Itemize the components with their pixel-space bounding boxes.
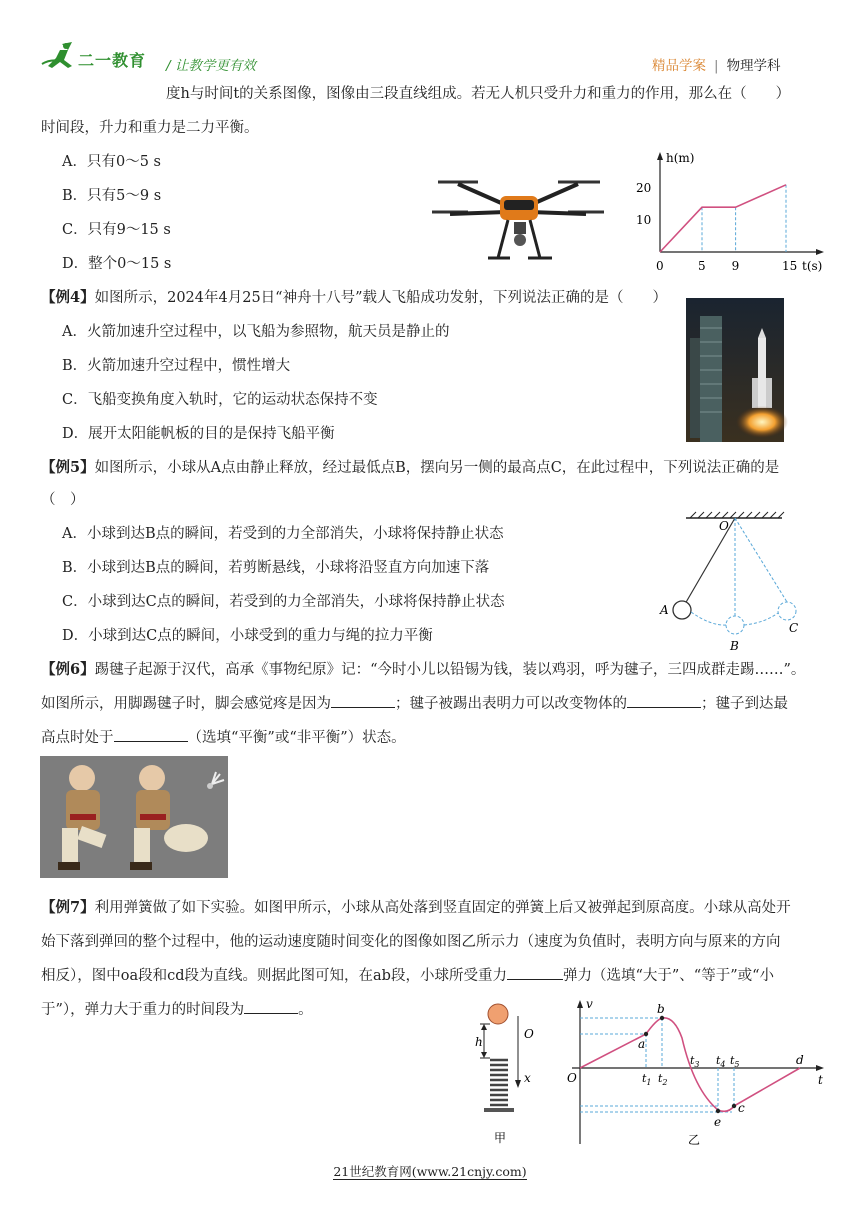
height-time-graph bbox=[630, 148, 830, 278]
q7-line3 bbox=[41, 964, 774, 985]
q3-option-d: D．整个0～15 s bbox=[62, 256, 172, 272]
q7-blank-1[interactable] bbox=[507, 965, 563, 980]
q6-blank-2[interactable] bbox=[627, 693, 701, 708]
yi-c-label: c bbox=[738, 1101, 745, 1115]
yi-e-label: e bbox=[714, 1115, 722, 1129]
velocity-time-graph-yi bbox=[562, 994, 830, 1150]
pendulum-label-b: B bbox=[730, 639, 739, 653]
q7-line2: 始下落到弹回的整个过程中，他的运动速度随时间变化的图像如图乙所示力（速度为负值时，表明方向与原来的方向 bbox=[41, 934, 781, 950]
jia-o-label: O bbox=[524, 1027, 534, 1041]
q7-line3a: 相反），图中oa段和cd段为直线。则据此图可知，在ab段，小球所受重力 bbox=[41, 968, 507, 984]
jia-caption: 甲 bbox=[494, 1131, 507, 1145]
q5-option-b: B．小球到达B点的瞬间，若剪断悬线，小球将沿竖直方向加速下落 bbox=[62, 560, 490, 576]
q5-stem2: （ ） bbox=[41, 492, 85, 508]
y-axis-arrow bbox=[657, 152, 663, 160]
q6-line1 bbox=[41, 658, 805, 679]
q6-blank-1[interactable] bbox=[331, 693, 395, 708]
brand-logo bbox=[42, 40, 146, 74]
shuttlecock-kids-image bbox=[40, 756, 228, 878]
q7-line4a: 于”），弹力大于重力的时间段为 bbox=[41, 1002, 245, 1018]
jia-h-label: h bbox=[475, 1035, 483, 1049]
header-separator: | bbox=[714, 58, 719, 74]
x-axis-label: t(s) bbox=[802, 259, 823, 273]
pendulum-label-o: O bbox=[719, 519, 729, 533]
x-axis-arrow bbox=[816, 249, 824, 255]
q7-line1-text: 利用弹簧做了如下实验。如图甲所示，小球从高处落到竖直固定的弹簧上后又被弹起到原高度。小球从高处开 bbox=[94, 900, 791, 916]
yi-v-label: v bbox=[586, 997, 593, 1011]
pendulum-diagram bbox=[656, 508, 799, 654]
yi-a-label: a bbox=[638, 1037, 646, 1051]
spring-figure-jia bbox=[470, 1000, 550, 1150]
q6-line2a: 如图所示，用脚踢毽子时，脚会感觉疼是因为 bbox=[41, 696, 331, 712]
q4-label: 【例4】 bbox=[41, 289, 95, 306]
q6-line3 bbox=[41, 726, 406, 747]
q3-option-c: C．只有9～15 s bbox=[62, 222, 171, 238]
y-tick-label: 10 bbox=[636, 213, 652, 227]
y-axis-label: h(m) bbox=[666, 151, 695, 165]
logo-text: 二一教育 bbox=[78, 51, 147, 70]
q6-line3b: （选填“平衡”或“非平衡”）状态。 bbox=[187, 730, 406, 746]
yi-t2-label: $t_2$ bbox=[658, 1072, 668, 1087]
q6-blank-3[interactable] bbox=[114, 727, 188, 742]
q5-option-d: D．小球到达C点的瞬间，小球受到的重力与绳的拉力平衡 bbox=[62, 628, 433, 644]
yi-b-label: b bbox=[657, 1002, 665, 1016]
q5-stem bbox=[41, 456, 779, 477]
yi-t1-label: $t_1$ bbox=[642, 1072, 652, 1087]
runner-icon bbox=[42, 40, 82, 72]
yi-caption: 乙 bbox=[688, 1133, 701, 1147]
q6-label: 【例6】 bbox=[41, 661, 95, 678]
q7-line1 bbox=[41, 896, 791, 917]
header-tag: 精品学案 bbox=[652, 58, 706, 74]
yi-t5-label: $t_5$ bbox=[730, 1054, 740, 1069]
pendulum-label-a: A bbox=[660, 603, 669, 617]
slogan: / 让教学更有效 bbox=[166, 58, 256, 74]
q6-line1-text: 踢毽子起源于汉代，高承《事物纪原》记：“今时小儿以铅锡为钱，装以鸡羽，呼为毽子，三四成群走踢……”。 bbox=[94, 662, 806, 678]
header-right bbox=[652, 54, 781, 74]
series-line bbox=[660, 185, 786, 252]
q7-line3b: 弹力（选填“大于”、“等于”或“小 bbox=[562, 968, 775, 984]
x-tick-label: 9 bbox=[731, 259, 740, 273]
yi-t4-label: $t_4$ bbox=[716, 1054, 726, 1069]
x-tick-label: 5 bbox=[698, 259, 706, 273]
q5-option-a: A．小球到达B点的瞬间，若受到的力全部消失，小球将保持静止状态 bbox=[62, 526, 504, 542]
x-tick-label: 0 bbox=[656, 259, 664, 273]
q4-option-b: B．火箭加速升空过程中，惯性增大 bbox=[62, 358, 291, 374]
rocket-launch-photo bbox=[686, 298, 784, 442]
y-tick-label: 20 bbox=[636, 181, 652, 195]
q4-stem-text: 如图所示，2024年4月25日“神舟十八号”载人飞船成功发射，下列说法正确的是（ ） bbox=[94, 290, 667, 306]
q3-line2: 时间段，升力和重力是二力平衡。 bbox=[41, 120, 259, 136]
q5-option-c: C．小球到达C点的瞬间，若受到的力全部消失，小球将保持静止状态 bbox=[62, 594, 505, 610]
q4-option-c: C．飞船变换角度入轨时，它的运动状态保持不变 bbox=[62, 392, 378, 408]
q7-blank-2[interactable] bbox=[244, 999, 298, 1014]
q7-line4b: 。 bbox=[298, 1002, 313, 1018]
q4-option-d: D．展开太阳能帆板的目的是保持飞船平衡 bbox=[62, 426, 335, 442]
q7-line4 bbox=[41, 998, 313, 1019]
q6-line2c: ；毽子到达最 bbox=[701, 696, 788, 712]
q7-label: 【例7】 bbox=[41, 899, 95, 916]
q6-line2b: ；毽子被踢出表明力可以改变物体的 bbox=[395, 696, 627, 712]
yi-t3-label: $t_3$ bbox=[690, 1054, 700, 1069]
q3-option-b: B．只有5～9 s bbox=[62, 188, 162, 204]
q3-option-a: A．只有0～5 s bbox=[62, 154, 161, 170]
q5-stem-text: 如图所示，小球从A点由静止释放，经过最低点B，摆向另一侧的最高点C，在此过程中，下列说法正确的是 bbox=[94, 460, 780, 476]
q4-stem bbox=[41, 286, 667, 307]
footer-link[interactable]: 21世纪教育网(www.21cnjy.com) bbox=[333, 1164, 527, 1179]
q5-label: 【例5】 bbox=[41, 459, 95, 476]
q6-line3a: 高点时处于 bbox=[41, 730, 114, 746]
yi-d-label: d bbox=[796, 1053, 804, 1067]
jia-x-label: x bbox=[524, 1071, 531, 1085]
q4-option-a: A．火箭加速升空过程中，以飞船为参照物，航天员是静止的 bbox=[62, 324, 450, 340]
q3-line1: 度h与时间t的关系图像，图像由三段直线组成。若无人机只受升力和重力的作用，那么在（ ） bbox=[166, 86, 791, 102]
drone-image bbox=[428, 160, 608, 280]
pendulum-label-c: C bbox=[789, 621, 799, 635]
x-tick-label: 15 bbox=[782, 259, 798, 273]
header-subject: 物理学科 bbox=[726, 58, 781, 74]
footer bbox=[0, 1162, 860, 1180]
yi-o-label: O bbox=[567, 1071, 577, 1085]
q6-line2 bbox=[41, 692, 788, 713]
yi-t-label: t bbox=[818, 1073, 823, 1087]
